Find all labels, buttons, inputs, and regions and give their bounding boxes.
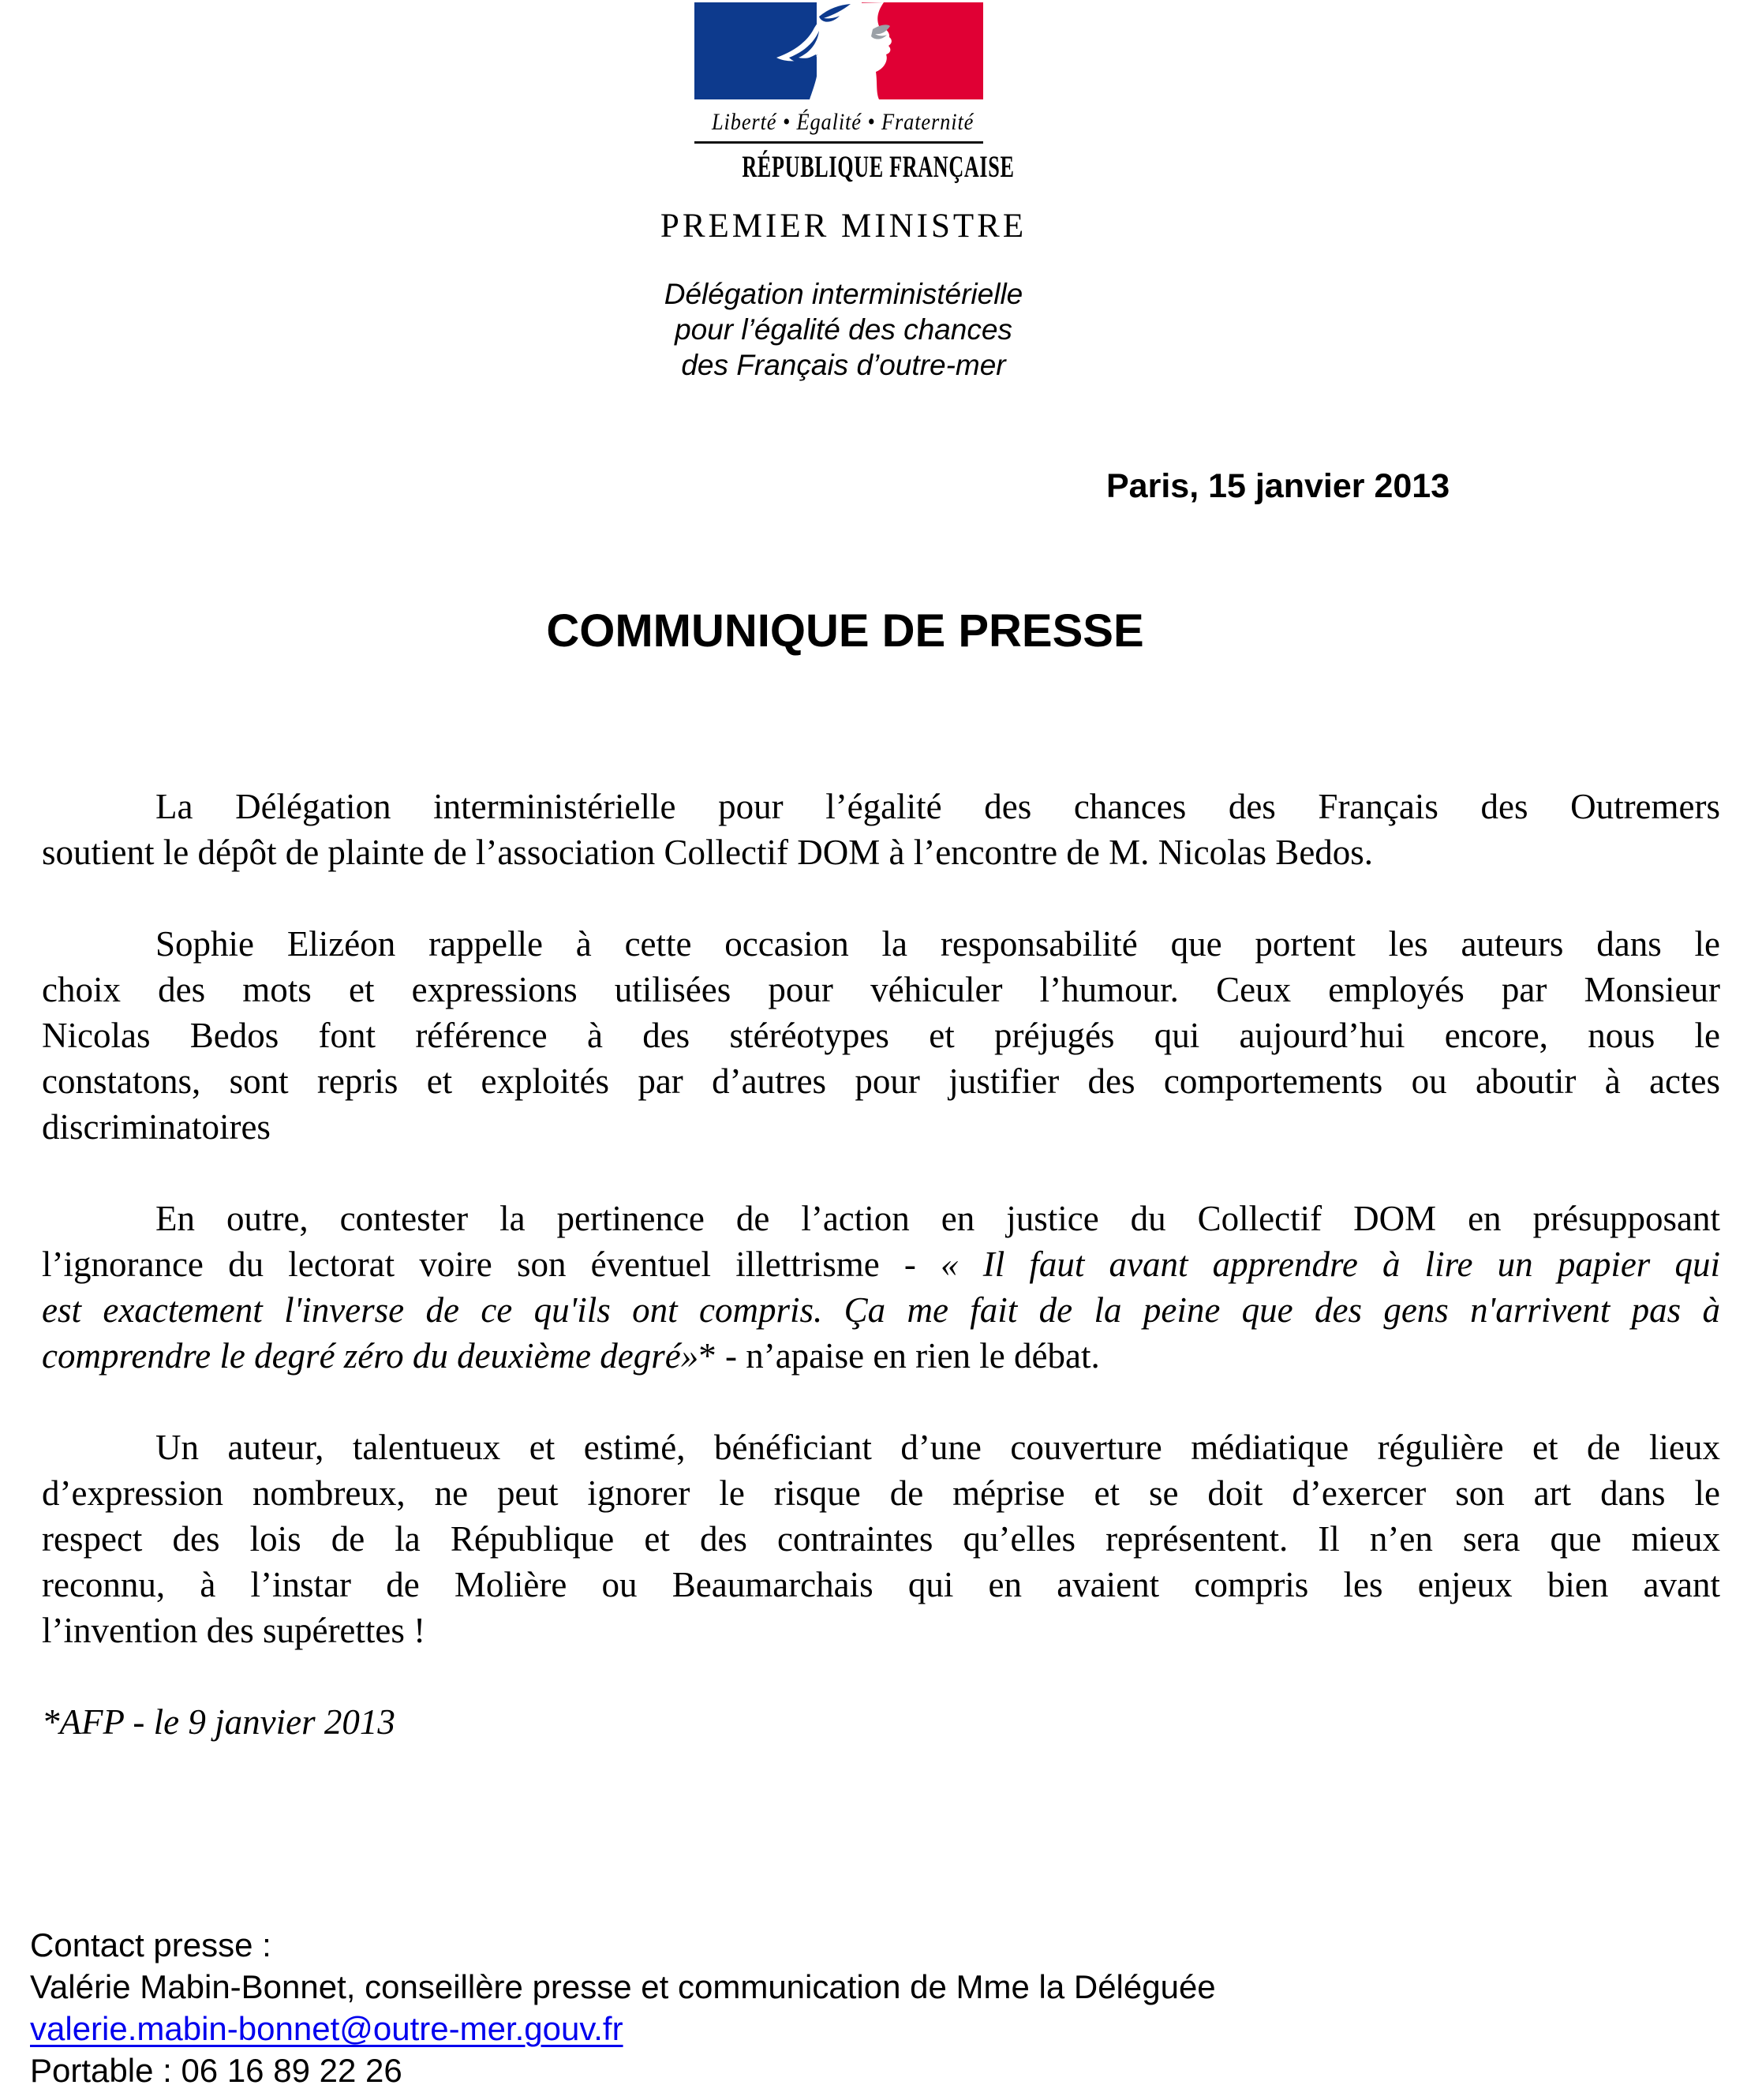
logo-divider	[694, 141, 983, 144]
text-line: La Délégation interministérielle pour l’égalité des chances des Français des Outremers	[155, 787, 1720, 826]
contact-email-link[interactable]: valerie.mabin-bonnet@outre-mer.gouv.fr	[30, 2010, 623, 2047]
contact-phone: Portable : 06 16 89 22 26	[30, 2052, 402, 2089]
paragraph	[42, 1196, 1720, 1379]
text-line: choix des mots et expressions utilisées pour véhiculer l’humour. Ceux employés par Monsieur	[42, 970, 1720, 1009]
text-line: comprendre le degré zéro du deuxième degré»* - n’apaise en rien le débat.	[42, 1336, 1100, 1376]
dateline: Paris, 15 janvier 2013	[1106, 467, 1450, 505]
paragraph	[42, 784, 1720, 875]
text-line: soutient le dépôt de plainte de l’association Collectif DOM à l’encontre de M. Nicolas Bedos.	[42, 833, 1374, 872]
text-line: respect des lois de la République et des contraintes qu’elles représentent. Il n’en sera que mieux	[42, 1519, 1720, 1559]
text-line: Nicolas Bedos font référence à des stéréotypes et préjugés qui aujourd’hui encore, nous le	[42, 1016, 1720, 1055]
contact-label: Contact presse :	[30, 1926, 271, 1963]
paragraph	[42, 921, 1720, 1150]
text-line: *AFP - le 9 janvier 2013	[42, 1702, 395, 1742]
text-line: Un auteur, talentueux et estimé, bénéficiant d’une couverture médiatique régulière et de lieux	[155, 1428, 1720, 1467]
paragraph	[42, 1699, 1720, 1745]
contact-block	[30, 1924, 1216, 2091]
text-line: constatons, sont repris et exploités par d’autres pour justifier des comportements ou aboutir à actes	[42, 1061, 1720, 1101]
marianne-flag-icon	[694, 2, 983, 99]
text-line: Sophie Elizéon rappelle à cette occasion la responsabilité que portent les auteurs dans le	[155, 924, 1720, 964]
text-line: l’invention des supérettes !	[42, 1611, 426, 1650]
republique-francaise-logo	[694, 2, 1015, 184]
document-title: COMMUNIQUE DE PRESSE	[546, 605, 1144, 657]
text-line: reconnu, à l’instar de Molière ou Beaumarchais qui en avaient compris les enjeux bien avant	[42, 1565, 1720, 1604]
delegation-line-3: des Français d’outre-mer	[681, 349, 1006, 381]
premier-ministre-heading: PREMIER MINISTRE	[660, 208, 1027, 245]
text-line: En outre, contester la pertinence de l’action en justice du Collectif DOM en présupposant	[155, 1199, 1720, 1238]
text-line: d’expression nombreux, ne peut ignorer le risque de méprise et se doit d’exercer son art dans le	[42, 1473, 1720, 1513]
paragraph	[42, 1424, 1720, 1653]
delegation-heading	[664, 276, 1023, 383]
body-paragraphs	[42, 784, 1720, 1791]
logo-motto: Liberté • Égalité • Fraternité	[711, 109, 975, 135]
delegation-line-1: Délégation interministérielle	[664, 278, 1023, 310]
contact-person: Valérie Mabin-Bonnet, conseillère presse et communication de Mme la Déléguée	[30, 1968, 1216, 2005]
logo-republique-francaise: RÉPUBLIQUE FRANÇAISE	[742, 150, 1015, 184]
text-line: discriminatoires	[42, 1107, 271, 1147]
text-line: est exactement l'inverse de ce qu'ils ont compris. Ça me fait de la peine que des gens n'arrivent pas à	[42, 1290, 1720, 1330]
text-line: l’ignorance du lectorat voire son éventuel illettrisme - « Il faut avant apprendre à lire un papier qui	[42, 1245, 1720, 1284]
delegation-line-2: pour l’égalité des chances	[675, 313, 1012, 346]
